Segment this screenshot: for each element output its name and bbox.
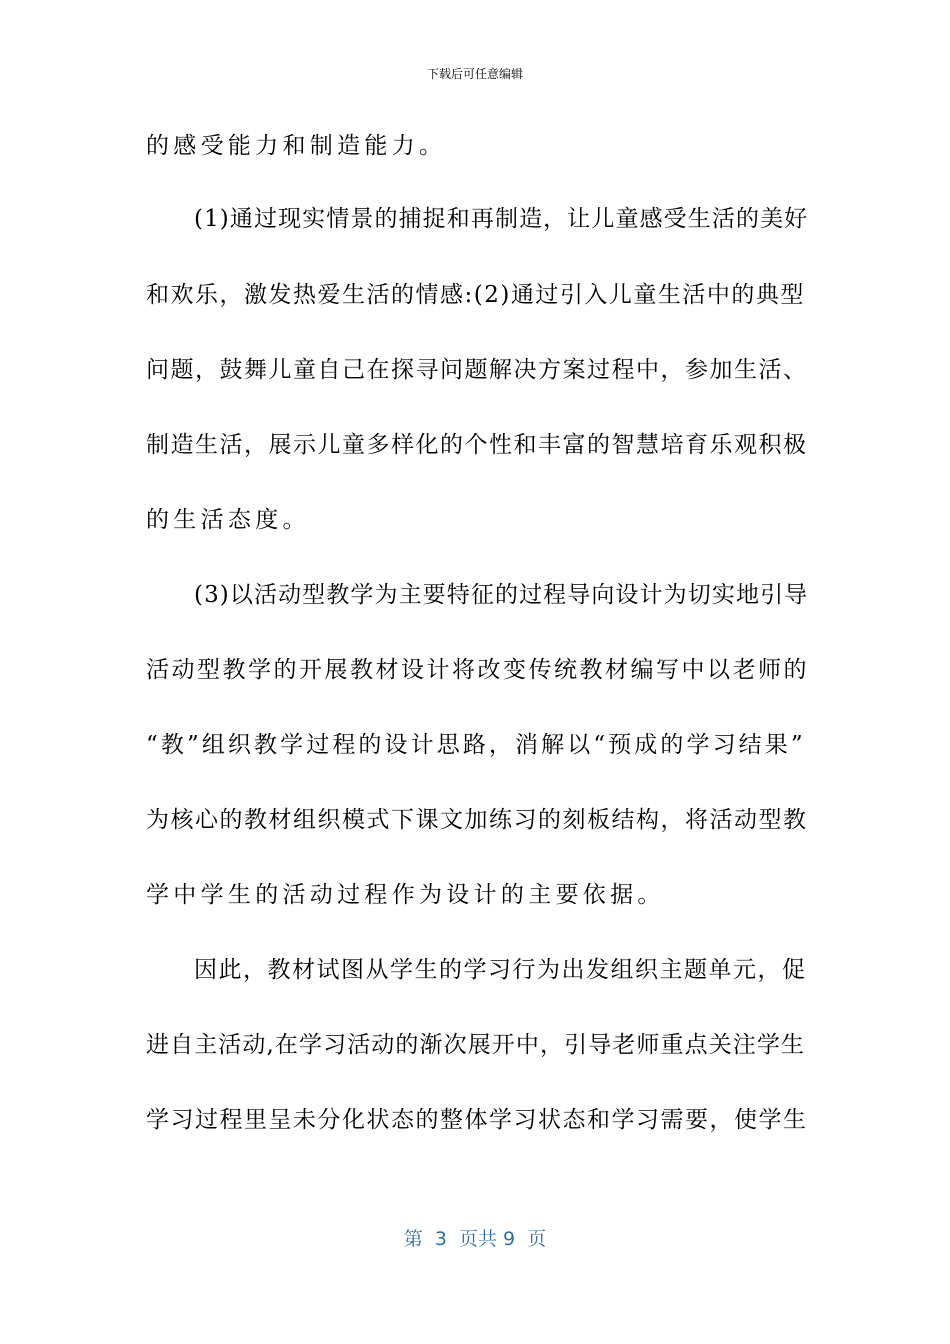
text-line: 进自主活动,在学习活动的渐次展开中，引导老师重点关注学生 <box>146 1032 806 1058</box>
paragraph-first-line: 因此，教材试图从学生的学习行为出发组织主题单元，促 <box>194 957 807 983</box>
text-line: 的生活态度。 <box>146 507 310 533</box>
text-line: 活动型教学的开展教材设计将改变传统教材编写中以老师的 <box>146 657 809 683</box>
text-line: “教”组织教学过程的设计思路，消解以“预成的学习结果” <box>146 732 806 758</box>
paragraph-first-line: (1)通过现实情景的捕捉和再制造，让儿童感受生活的美好 <box>194 206 809 232</box>
text-line: 学习过程里呈未分化状态的整体学习状态和学习需要，使学生 <box>146 1107 808 1133</box>
text-line: 的感受能力和制造能力。 <box>146 133 447 159</box>
text-line: 问题，鼓舞儿童自己在探寻问题解决方案过程中，参加生活、 <box>146 357 808 383</box>
text-line: 为核心的教材组织模式下课文加练习的刻板结构，将活动型教 <box>146 807 808 833</box>
text-line: 和欢乐，激发热爱生活的情感:(2)通过引入儿童生活中的典型 <box>146 282 805 308</box>
page-number-footer: 第 3 页共 9 页 <box>403 1228 547 1250</box>
paragraph-first-line: (3)以活动型教学为主要特征的过程导向设计为切实地引导 <box>194 582 809 608</box>
page-header: 下载后可任意编辑 <box>426 67 523 81</box>
text-line: 制造生活，展示儿童多样化的个性和丰富的智慧培育乐观积极 <box>146 432 808 458</box>
text-line: 学中学生的活动过程作为设计的主要依据。 <box>146 882 665 908</box>
